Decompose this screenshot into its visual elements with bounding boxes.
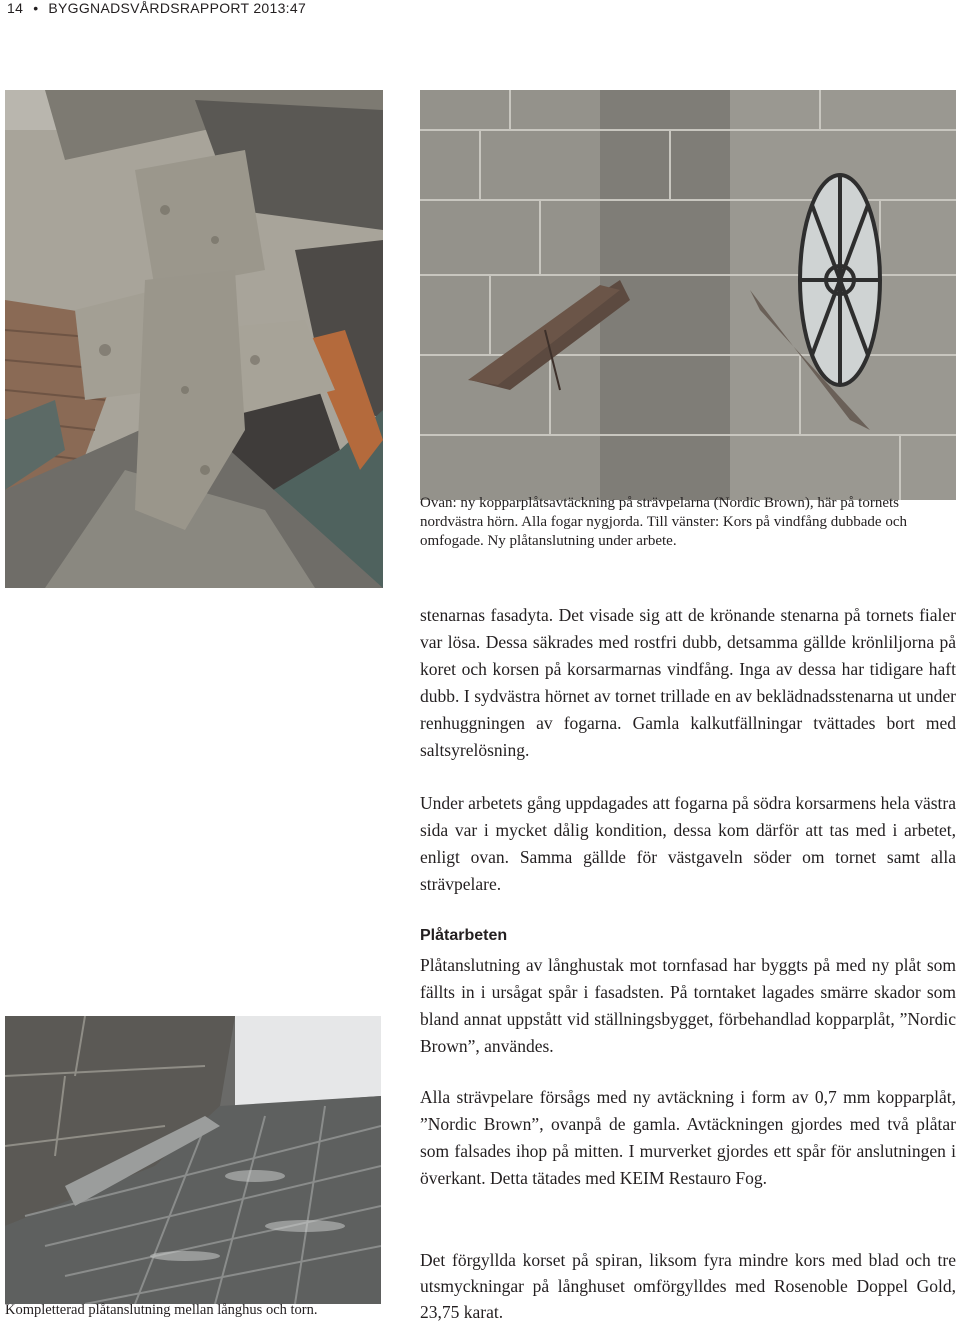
body-paragraph-3 bbox=[420, 952, 956, 1060]
page-number: 14 bbox=[7, 0, 24, 16]
roof-flashing-image bbox=[5, 1016, 381, 1304]
stone-cross-image bbox=[5, 90, 383, 588]
body-paragraph-2 bbox=[420, 790, 956, 898]
photo-tower-buttress bbox=[420, 90, 956, 500]
body-paragraph-4 bbox=[420, 1084, 956, 1192]
paragraph-text: Det förgyllda korset på spiran, liksom fyra mindre kors med blad och tre utsmyckningar på långhuset omförgylldes med Rosenoble Doppel Gold, 23,75 karat. bbox=[420, 1250, 956, 1322]
paragraph-text: Under arbetets gång uppdagades att fogarna på södra korsarmens hela västra sida var i mycket dålig kondition, dessa kom därför att tas med i arbetet, enligt ovan. Samma gällde för västgaveln söder om tornet samt alla strävpelare. bbox=[420, 793, 956, 894]
body-paragraph-1 bbox=[420, 602, 956, 764]
tower-buttress-image bbox=[420, 90, 956, 500]
paragraph-text: Alla strävpelare försågs med ny avtäckning i form av 0,7 mm kopparplåt, ”Nordic Brown”, ovanpå de gamla. Avtäckningen gjordes med två plåtar som falsades ihop på mitten. I murverket gjordes ett spår för anslutningen i överkant. Detta tätades med KEIM Restauro Fog. bbox=[420, 1087, 956, 1188]
running-header bbox=[7, 0, 306, 18]
photo-roof-flashing bbox=[5, 1016, 381, 1304]
caption-top-photos: Ovan: ny kopparplåtsavtäckning på strävpelarna (Nordic Brown), här på tornets nordvästra hörn. Alla fogar nygjorda. Till vänster: Kors på vindfång dubbade och omfogade. Ny plåtanslutning under arbete. bbox=[420, 495, 907, 549]
section-heading: Plåtarbeten bbox=[420, 927, 508, 944]
paragraph-text: stenarnas fasadyta. Det visade sig att de krönande stenarna på tornets fialer var lösa. Dessa säkrades med rostfri dubb, detsamma gällde krönliljorna på koret och korsen på korsarmarnas vindfång. Inga av dessa har tidigare haft dubb. I sydvästra hörnet av tornet trillade en av beklädnadsstenarna ut under renhuggningen av fogarna. Gamla kalkutfällningar tvättades bort med saltsyrelösning. bbox=[420, 605, 956, 760]
report-title: BYGGNADSVÅRDSRAPPORT 2013:47 bbox=[48, 0, 307, 16]
paragraph-text: Plåtanslutning av långhustak mot tornfasad har byggts på med ny plåt som fällts in i ursågat spår i fasadsten. På torntaket lagades smärre skador som bland annat uppstått vid ställningsbygget, förbehandlad kopparplåt, ”Nordic Brown”, användes. bbox=[420, 955, 956, 1056]
header-separator: • bbox=[33, 0, 39, 16]
photo-stone-cross bbox=[5, 90, 383, 588]
caption-bottom-photo: Kompletterad plåtanslutning mellan långhus och torn. bbox=[5, 1302, 318, 1318]
body-paragraph-5 bbox=[420, 1247, 956, 1325]
